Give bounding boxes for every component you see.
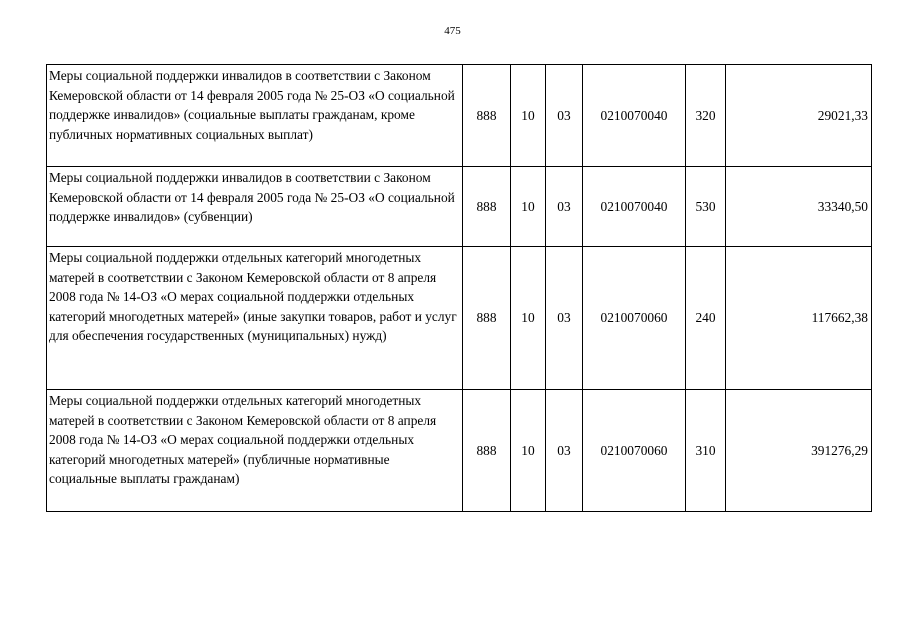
target-item-code: 0210070060 xyxy=(583,390,686,512)
row-description: Меры социальной поддержки отдельных категорий многодетных матерей в соответствии с Законом Кемеровской области от 8 апреля 2008 года № 14-ОЗ «О мерах социальной поддержки отдельных категорий многодетных матерей» (иные закупки товаров, работ и услуг для обеспечения государственных (муниципальных) нужд) xyxy=(47,247,463,390)
amount-value: 391276,29 xyxy=(726,390,872,512)
target-item-code: 0210070040 xyxy=(583,65,686,167)
target-item-code: 0210070040 xyxy=(583,167,686,247)
target-item-code: 0210070060 xyxy=(583,247,686,390)
ministry-code: 888 xyxy=(463,167,511,247)
subsection-code: 03 xyxy=(546,167,583,247)
subsection-code: 03 xyxy=(546,65,583,167)
expense-type-code: 530 xyxy=(686,167,726,247)
amount-value: 29021,33 xyxy=(726,65,872,167)
ministry-code: 888 xyxy=(463,65,511,167)
row-description: Меры социальной поддержки инвалидов в соответствии с Законом Кемеровской области от 14 февраля 2005 года № 25-ОЗ «О социальной поддержке инвалидов» (социальные выплаты гражданам, кроме публичных нормативных социальных выплат) xyxy=(47,65,463,167)
subsection-code: 03 xyxy=(546,247,583,390)
row-description: Меры социальной поддержки инвалидов в соответствии с Законом Кемеровской области от 14 февраля 2005 года № 25-ОЗ «О социальной поддержке инвалидов» (субвенции) xyxy=(47,167,463,247)
page-number: 475 xyxy=(444,25,461,37)
row-description: Меры социальной поддержки отдельных категорий многодетных матерей в соответствии с Законом Кемеровской области от 8 апреля 2008 года № 14-ОЗ «О мерах социальной поддержки отдельных категорий многодетных матерей» (публичные нормативные социальные выплаты гражданам) xyxy=(47,390,463,512)
expense-type-code: 320 xyxy=(686,65,726,167)
section-code: 10 xyxy=(511,167,546,247)
expense-type-code: 240 xyxy=(686,247,726,390)
section-code: 10 xyxy=(511,247,546,390)
table-row xyxy=(47,65,872,167)
table-row xyxy=(47,247,872,390)
table-row xyxy=(47,167,872,247)
table-row xyxy=(47,390,872,512)
amount-value: 117662,38 xyxy=(726,247,872,390)
expense-type-code: 310 xyxy=(686,390,726,512)
section-code: 10 xyxy=(511,65,546,167)
section-code: 10 xyxy=(511,390,546,512)
budget-table xyxy=(46,64,872,512)
ministry-code: 888 xyxy=(463,390,511,512)
amount-value: 33340,50 xyxy=(726,167,872,247)
ministry-code: 888 xyxy=(463,247,511,390)
subsection-code: 03 xyxy=(546,390,583,512)
